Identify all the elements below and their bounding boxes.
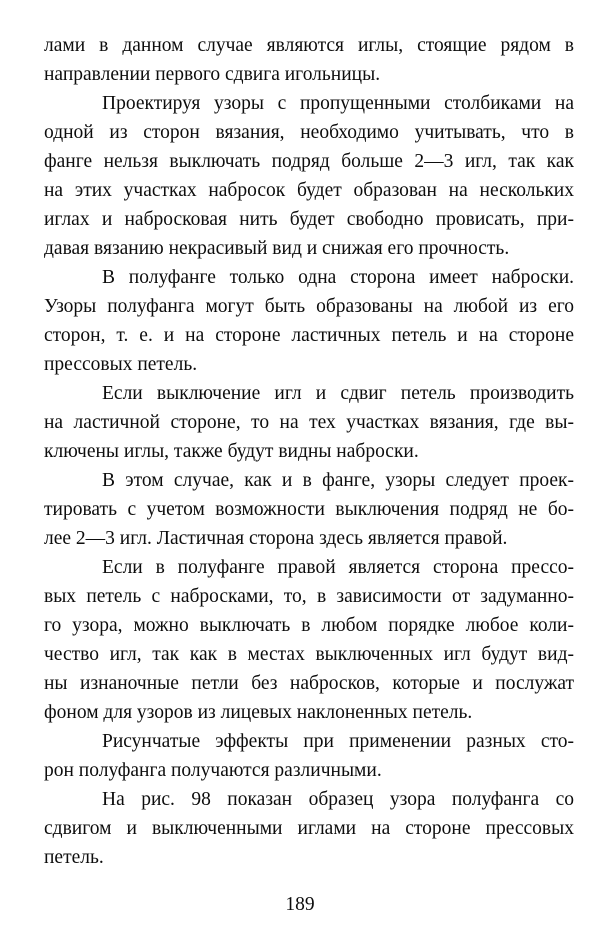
paragraph	[44, 31, 574, 89]
paragraph	[44, 727, 574, 785]
text-line: рон полуфанга получаются различными.	[44, 760, 382, 781]
text-line: иглах и набросковая нить будет свободно провисать, при-	[44, 209, 574, 230]
text-line: направлении первого сдвига игольницы.	[44, 64, 381, 85]
text-line: одной из сторон вязания, необходимо учитывать, что в	[44, 122, 574, 143]
paragraph	[44, 785, 574, 872]
text-line: на этих участках набросок будет образован на нескольких	[44, 180, 574, 201]
page-body	[44, 31, 574, 872]
text-line: ны изнаночные петли без набросков, которые и послужат	[44, 673, 574, 694]
text-line: лами в данном случае являются иглы, стоящие рядом в	[44, 35, 574, 56]
text-line: Рисунчатые эффекты при применении разных сто-	[102, 731, 574, 752]
text-line: ключены иглы, также будут видны наброски.	[44, 441, 419, 462]
text-line: фанге нельзя выключать подряд больше 2—3 игл, так как	[44, 151, 574, 172]
text-line: петель.	[44, 847, 104, 868]
paragraph	[44, 263, 574, 379]
text-line: тировать с учетом возможности выключения подряд не бо-	[44, 499, 574, 520]
text-line: чество игл, так как в местах выключенных игл будут вид-	[44, 644, 574, 665]
paragraph	[44, 89, 574, 263]
paragraph	[44, 466, 574, 553]
text-line: Проектируя узоры с пропущенными столбиками на	[102, 93, 574, 114]
page-number: 189	[285, 894, 315, 915]
text-line: сторон, т. е. и на стороне ластичных петель и на стороне	[44, 325, 574, 346]
paragraph	[44, 553, 574, 727]
text-line: лее 2—3 игл. Ластичная сторона здесь является правой.	[44, 528, 508, 549]
text-line: вых петель с набросками, то, в зависимости от задуманно-	[44, 586, 574, 607]
text-line: Узоры полуфанга могут быть образованы на любой из его	[44, 296, 574, 317]
text-line: прессовых петель.	[44, 354, 198, 375]
text-line: В полуфанге только одна сторона имеет наброски.	[102, 267, 574, 288]
text-line: на ластичной стороне, то на тех участках вязания, где вы-	[44, 412, 574, 433]
text-line: В этом случае, как и в фанге, узоры следует проек-	[102, 470, 574, 491]
text-line: фоном для узоров из лицевых наклоненных петель.	[44, 702, 473, 723]
text-line: На рис. 98 показан образец узора полуфанга со	[102, 789, 574, 810]
paragraph	[44, 379, 574, 466]
text-line: давая вязанию некрасивый вид и снижая его прочность.	[44, 238, 510, 259]
text-line: го узора, можно выключать в любом порядке любое коли-	[44, 615, 574, 636]
text-line: Если в полуфанге правой является сторона прессо-	[102, 557, 574, 578]
text-line: Если выключение игл и сдвиг петель производить	[102, 383, 574, 404]
text-line: сдвигом и выключенными иглами на стороне прессовых	[44, 818, 574, 839]
